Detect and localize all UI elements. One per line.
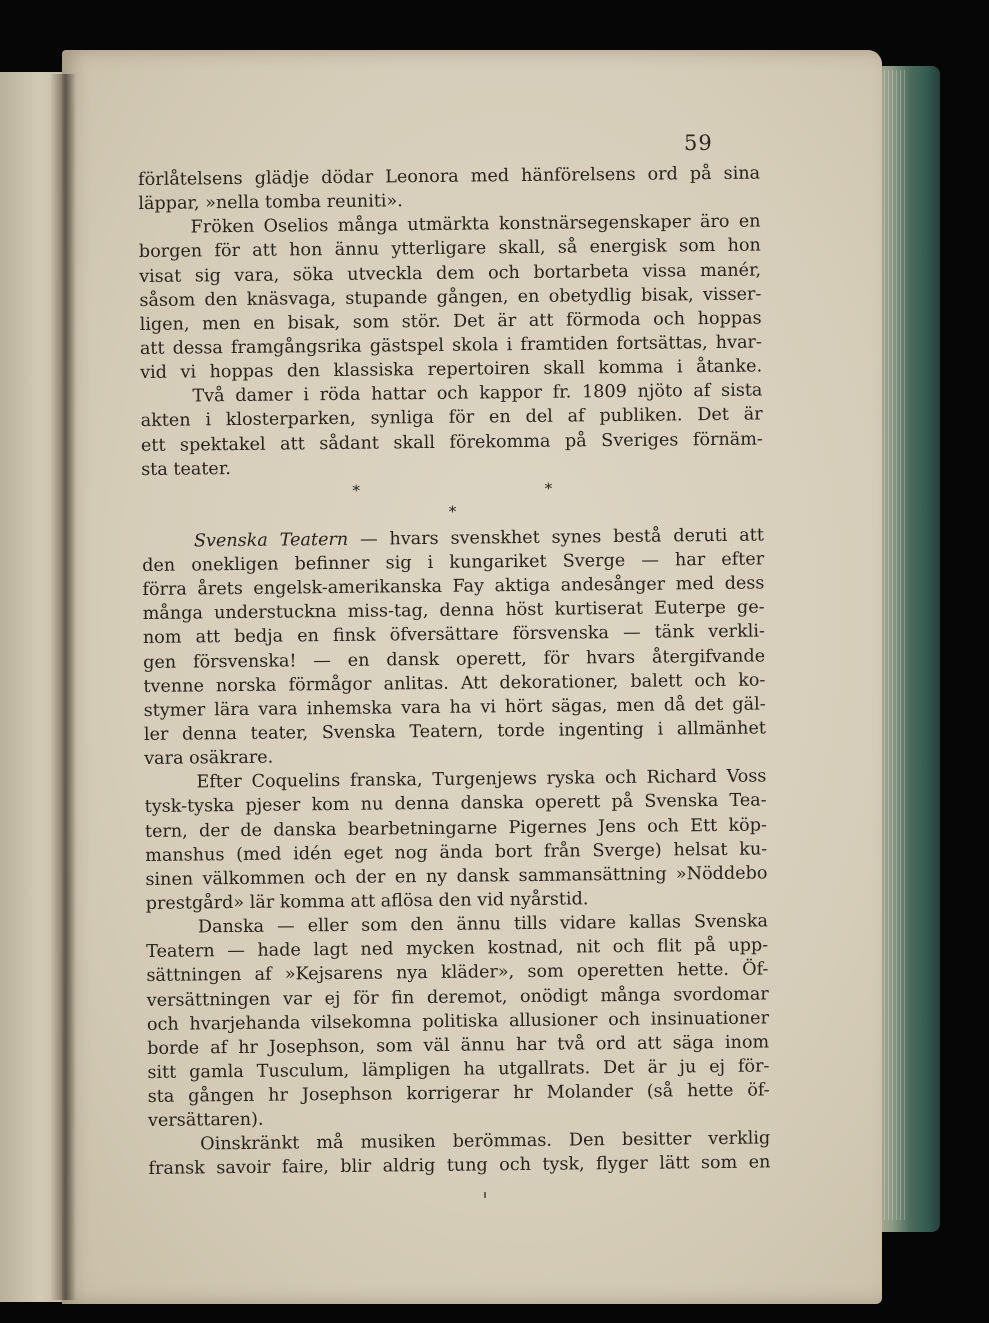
page-number: 59 bbox=[684, 131, 713, 155]
text-line: Oinskränkt må musiken berömmas. Den besitter verklig bbox=[200, 1128, 771, 1155]
page-gutter bbox=[50, 74, 76, 1300]
text-line: Efter Coquelins franska, Turgenjews ryska och Richard Voss bbox=[196, 766, 767, 793]
text-line: läppar, »nella tomba reuniti». bbox=[138, 191, 403, 215]
text-line: sta teater. bbox=[141, 458, 231, 480]
text-line: stymer lära vara inhemska vara ha vi hört sägas, men då det gäl- bbox=[143, 694, 766, 721]
text-line: Danska — eller som den ännu tills vidare kallas Svenska bbox=[197, 911, 769, 938]
body-text bbox=[138, 161, 771, 1181]
text-line: sinen välkommen och der en ny dansk sammansättning »Nöddebo bbox=[145, 863, 768, 890]
text-line: borde af hr Josephson, som väl ännu har två ord att säga inom bbox=[147, 1032, 770, 1059]
text-line: versättningen var ej för fin deremot, onödigt många svordomar bbox=[146, 983, 769, 1011]
text-line: den onekligen befinner sig i kungariket Sverge — har efter bbox=[142, 549, 765, 576]
text-line: prestgård» lär komma att aflösa den vid nyårstid. bbox=[145, 889, 589, 914]
text-line: Två damer i röda hattar och kappor fr. 1809 njöto af sista bbox=[192, 380, 763, 407]
text-line: att dessa framgångsrika gästspel skola i framtiden fortsättas, hvar- bbox=[139, 332, 762, 359]
text-line: versättaren). bbox=[147, 1109, 264, 1132]
text-line: många understuckna miss-tag, denna höst kurtiserat Euterpe ge- bbox=[142, 597, 765, 625]
paper-speck bbox=[484, 1192, 486, 1198]
text-line: förra årets engelsk-amerikanska Fay aktiga andesånger med dess bbox=[142, 573, 765, 601]
text-line: tysk-tyska pjeser kom nu denna danska operett på Svenska Tea- bbox=[144, 790, 767, 818]
text-line: förlåtelsens glädje dödar Leonora med hänförelsens ord på sina bbox=[138, 163, 761, 190]
text-line: Fröken Oselios många utmärkta konstnärsegenskaper äro en bbox=[190, 211, 761, 238]
text-line: visat sig vara, söka utveckla dem och bortarbeta vissa manér, bbox=[139, 260, 762, 287]
text-line: ler denna teater, Svenska Teatern, torde ingenting i allmänhet bbox=[143, 718, 767, 745]
text-line: gen försvenska! — en dansk operett, för hvars återgifvande bbox=[143, 645, 766, 673]
text-line: akten i klosterparken, synliga för en del af publiken. Det är bbox=[140, 404, 763, 432]
text-line: sättningen af »Kejsarens nya kläder», som operetten hette. Öf- bbox=[146, 959, 769, 987]
ornament-star-bottom: * bbox=[448, 502, 457, 521]
italic-title: Svenska Teatern bbox=[193, 529, 349, 552]
text-line: tvenne norska förmågor anlitas. Att dekorationer, balett och ko- bbox=[143, 670, 766, 697]
text-line: vid vi hoppas den klassiska repertoiren skall komma i åtanke. bbox=[140, 356, 763, 384]
text-line: Teatern — hade lagt ned mycken kostnad, nit och flit på upp- bbox=[146, 935, 769, 963]
text-line: sta gången hr Josephson korrigerar hr Molander (så hette öf- bbox=[147, 1080, 770, 1108]
text-line: fransk savoir faire, blir aldrig tung och tysk, flyger lätt som en bbox=[148, 1152, 771, 1180]
text-line: nom att bedja en finsk öfversättare försvenska — tänk verkli- bbox=[142, 621, 765, 649]
text-line: tern, der de danska bearbetningarne Pigernes Jens och Ett köp- bbox=[144, 814, 768, 842]
text-line: såsom den knäsvaga, stupande gången, en obetydlig bisak, visser- bbox=[139, 284, 762, 311]
ornament-stars-top: * * bbox=[352, 478, 643, 500]
text-line: manshus (med idén eget nog ända bort från Sverge) helsat ku- bbox=[145, 839, 768, 866]
text-line: ligen, men en bisak, som stör. Det är att förmoda och hoppas bbox=[139, 308, 762, 335]
section-ornament bbox=[141, 475, 763, 530]
page-stack-edge bbox=[880, 70, 908, 1220]
text-line: vara osäkrare. bbox=[144, 747, 274, 770]
text-line-rest: — hvars svenskhet synes bestå deruti att bbox=[348, 525, 764, 550]
text-line: och hvarjehanda vilsekomna politiska allusioner och insinuationer bbox=[146, 1008, 770, 1035]
text-line: sitt gamla Tusculum, lämpligen ha utgallrats. Det är ju ej för- bbox=[147, 1056, 770, 1083]
text-line: borgen för att hon ännu ytterligare skall, så energisk som hon bbox=[138, 235, 761, 263]
text-line: ett spektakel att sådant skall förekomma på Sveriges förnäm- bbox=[140, 429, 763, 456]
